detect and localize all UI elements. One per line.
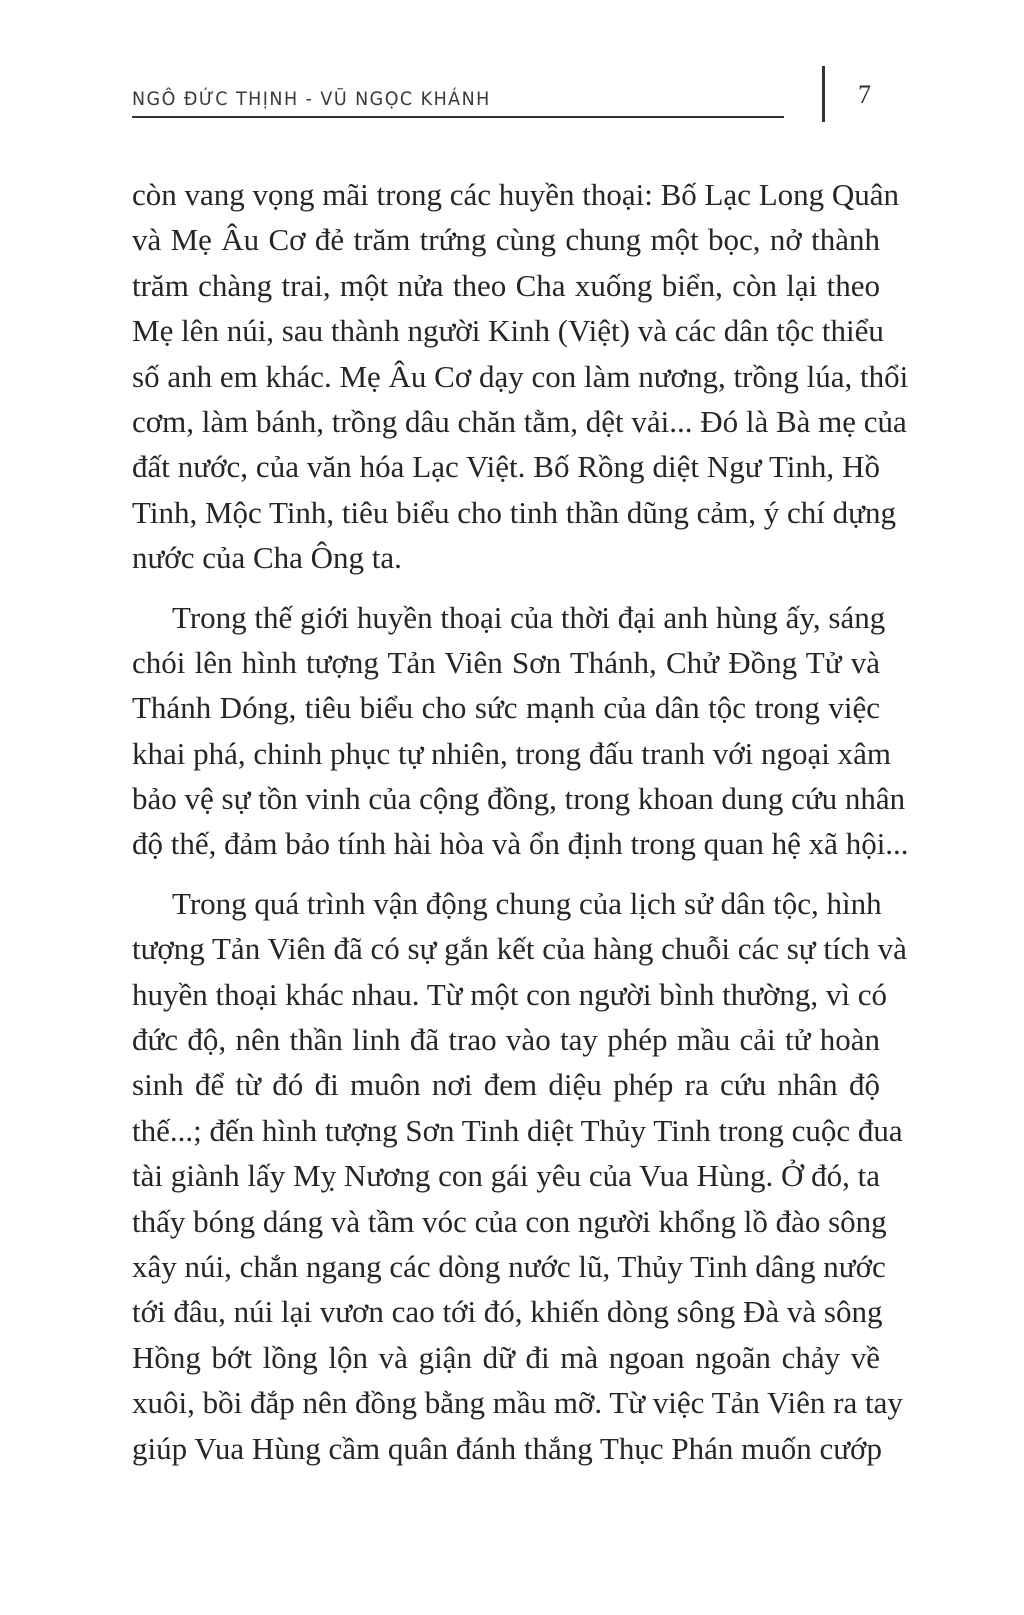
- text-line: Mẹ lên núi, sau thành người Kinh (Việt) và các dân tộc thiểu: [132, 313, 884, 349]
- text-line: huyền thoại khác nhau. Từ một con người bình thường, vì có: [132, 976, 888, 1012]
- text-line: nước của Cha Ông ta.: [132, 540, 402, 576]
- paragraph: [132, 881, 907, 1471]
- text-line: tượng Tản Viên đã có sự gắn kết của hàng chuỗi các sự tích và: [132, 931, 907, 967]
- text-line: sinh để từ đó đi muôn nơi đem diệu phép ra cứu nhân độ: [132, 1067, 880, 1103]
- text-line: xây núi, chắn ngang các dòng nước lũ, Thủy Tinh dâng nước: [132, 1248, 886, 1284]
- text-line: Hồng bớt lồng lộn và giận dữ đi mà ngoan ngoãn chảy về: [132, 1339, 880, 1375]
- text-line: số anh em khác. Mẹ Âu Cơ dạy con làm nương, trồng lúa, thổi: [132, 358, 909, 394]
- text-line: Thánh Dóng, tiêu biểu cho sức mạnh của dân tộc trong việc: [132, 690, 880, 726]
- text-line: Tinh, Mộc Tinh, tiêu biểu cho tinh thần dũng cảm, ý chí dựng: [132, 494, 896, 530]
- paragraph: [132, 595, 909, 867]
- header-vertical-rule: [822, 66, 825, 122]
- text-line: đức độ, nên thần linh đã trao vào tay phép mầu cải tử hoàn: [132, 1022, 880, 1058]
- text-line: tài giành lấy Mỵ Nương con gái yêu của Vua Hùng. Ở đó, ta: [132, 1158, 880, 1194]
- text-line: trăm chàng trai, một nửa theo Cha xuống biển, còn lại theo: [132, 267, 880, 303]
- body-text: [132, 172, 909, 1485]
- text-line: khai phá, chinh phục tự nhiên, trong đấu tranh với ngoại xâm: [132, 735, 891, 771]
- text-line: Trong quá trình vận động chung của lịch sử dân tộc, hình: [172, 885, 882, 921]
- text-line: thế...; đến hình tượng Sơn Tinh diệt Thủy Tinh trong cuộc đua: [132, 1112, 903, 1148]
- text-line: chói lên hình tượng Tản Viên Sơn Thánh, Chử Đồng Tử và: [132, 644, 880, 680]
- text-line: bảo vệ sự tồn vinh của cộng đồng, trong khoan dung cứu nhân: [132, 781, 906, 817]
- text-line: còn vang vọng mãi trong các huyền thoại: Bố Lạc Long Quân: [132, 177, 900, 212]
- text-line: Trong thế giới huyền thoại của thời đại anh hùng ấy, sáng: [172, 599, 886, 635]
- text-line: và Mẹ Âu Cơ đẻ trăm trứng cùng chung một bọc, nở thành: [132, 222, 880, 258]
- page-number: 7: [858, 80, 871, 109]
- text-line: giúp Vua Hùng cầm quân đánh thắng Thục Phán muốn cướp: [132, 1430, 882, 1466]
- text-line: xuôi, bồi đắp nên đồng bằng mầu mỡ. Từ việc Tản Viên ra tay: [132, 1385, 903, 1421]
- running-title: NGÔ ĐỨC THỊNH - VŨ NGỌC KHÁNH: [132, 88, 491, 110]
- text-line: đất nước, của văn hóa Lạc Việt. Bố Rồng diệt Ngư Tinh, Hồ: [132, 449, 880, 485]
- text-line: độ thế, đảm bảo tính hài hòa và ổn định trong quan hệ xã hội...: [132, 826, 909, 862]
- running-header: [132, 84, 784, 118]
- paragraph: [132, 172, 909, 581]
- text-line: thấy bóng dáng và tầm vóc của con người khổng lồ đào sông: [132, 1203, 887, 1239]
- text-line: cơm, làm bánh, trồng dâu chăn tằm, dệt vải... Đó là Bà mẹ của: [132, 403, 907, 439]
- text-line: tới đâu, núi lại vươn cao tới đó, khiến dòng sông Đà và sông: [132, 1294, 883, 1330]
